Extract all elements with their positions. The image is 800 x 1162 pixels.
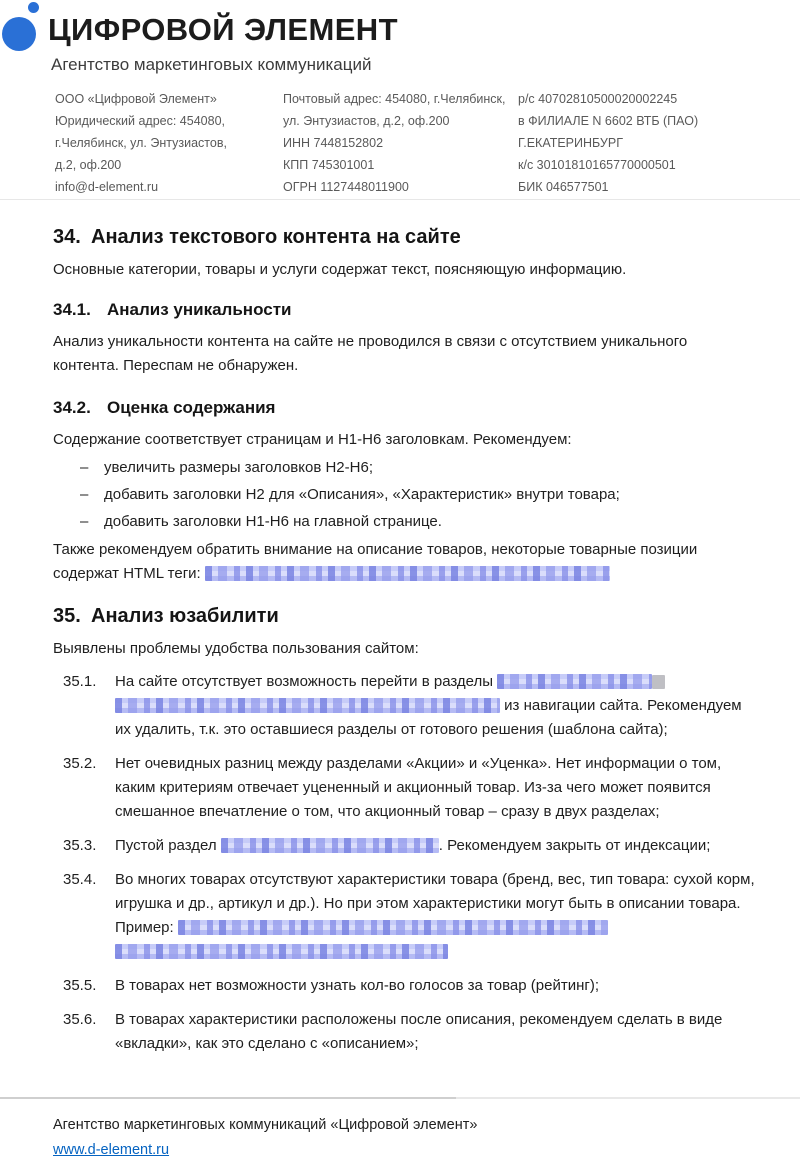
censored-url-blur bbox=[115, 698, 500, 713]
report-body bbox=[0, 224, 800, 1056]
item-number: 35.3. bbox=[63, 837, 97, 854]
contact-line: Г.ЕКАТЕРИНБУРГ bbox=[518, 136, 623, 150]
contact-line: БИК 046577501 bbox=[518, 180, 609, 194]
section-heading-34 bbox=[53, 224, 755, 250]
header-divider bbox=[0, 199, 800, 200]
list-item bbox=[63, 974, 755, 998]
censored-url-blur-tail bbox=[652, 675, 665, 689]
section-number: 35. bbox=[53, 605, 81, 627]
note-text: Также рекомендуем обратить внимание на описание товаров, некоторые товарные позиции содержат HTML теги: bbox=[53, 541, 698, 582]
list-item bbox=[63, 834, 755, 858]
section-title: Анализ юзабилити bbox=[91, 605, 279, 627]
section-number: 34. bbox=[53, 226, 81, 248]
contact-line: р/с 40702810500020002245 bbox=[518, 92, 678, 106]
footer-link[interactable]: www.d-element.ru bbox=[53, 1142, 170, 1158]
logo-circle-large-icon bbox=[2, 17, 36, 51]
censored-url-blur bbox=[115, 944, 448, 959]
item-number: 35.1. bbox=[63, 673, 97, 690]
section-title: Анализ уникальности bbox=[107, 300, 292, 319]
item-text-segment: Во многих товарах отсутствуют характеристики товара (бренд, вес, тип товара: сухой корм, игрушка и др., артикул и др.). Но при этом характеристики могут быть в описании товара. Пример: bbox=[115, 871, 755, 936]
logo-title: ЦИФРОВОЙ ЭЛЕМЕНТ bbox=[48, 12, 398, 47]
dash-marker: – bbox=[80, 486, 89, 503]
logo-subtitle: Агентство маркетинговых коммуникаций bbox=[51, 55, 372, 74]
contact-column-legal bbox=[55, 88, 283, 198]
footer-agency-name: Агентство маркетинговых коммуникаций «Цифровой элемент» bbox=[53, 1117, 478, 1133]
item-text-segment: Пустой раздел bbox=[115, 837, 221, 854]
section-number: 34.1. bbox=[53, 300, 91, 319]
section-heading-35 bbox=[53, 603, 755, 629]
usability-issues-list bbox=[53, 670, 755, 1056]
email-text: info@d-element.ru bbox=[55, 180, 159, 194]
contact-line: КПП 745301001 bbox=[283, 158, 375, 172]
dash-marker: – bbox=[80, 513, 89, 530]
contact-line: Юридический адрес: 454080, bbox=[55, 114, 225, 128]
section-34-intro: Основные категории, товары и услуги содержат текст, поясняющую информацию. bbox=[53, 261, 627, 278]
contact-line: к/с 30101810165770000501 bbox=[518, 158, 676, 172]
contact-block bbox=[55, 88, 790, 198]
bullet-text: увеличить размеры заголовков H2-H6; bbox=[104, 459, 373, 476]
contact-column-postal bbox=[283, 88, 518, 198]
censored-url-blur bbox=[178, 920, 608, 935]
censored-url-blur bbox=[497, 674, 652, 689]
item-text bbox=[115, 834, 755, 858]
item-text: В товарах нет возможности узнать кол-во голосов за товар (рейтинг); bbox=[115, 977, 599, 994]
item-text: Нет очевидных разниц между разделами «Акции» и «Уценка». Нет информации о том, каким критериям отвечает уцененный и акционный товар. Из-за чего может появится смешанное впечатление о том, что акционный товар – сразу в двух разделах; bbox=[115, 755, 722, 820]
censored-url-blur bbox=[221, 838, 439, 853]
page-footer bbox=[0, 1097, 800, 1162]
section-34-2-intro: Содержание соответствует страницам и H1-H6 заголовкам. Рекомендуем: bbox=[53, 431, 572, 448]
bullet-item bbox=[80, 508, 755, 535]
item-number: 35.5. bbox=[63, 977, 97, 994]
list-item bbox=[63, 1008, 755, 1056]
contact-line: ОГРН 1127448011900 bbox=[283, 180, 409, 194]
section-number: 34.2. bbox=[53, 398, 91, 417]
contact-column-bank bbox=[518, 88, 790, 198]
section-heading-34-2 bbox=[53, 396, 755, 420]
contact-line: ул. Энтузиастов, д.2, оф.200 bbox=[283, 114, 450, 128]
contact-line: ООО «Цифровой Элемент» bbox=[55, 92, 217, 106]
item-text-segment: На сайте отсутствует возможность перейти в разделы bbox=[115, 673, 498, 690]
section-34-2-note bbox=[53, 538, 755, 586]
section-title: Анализ текстового контента на сайте bbox=[91, 226, 461, 248]
contact-line: Почтовый адрес: 454080, г.Челябинск, bbox=[283, 92, 506, 106]
bullet-item bbox=[80, 454, 755, 481]
dash-marker: – bbox=[80, 459, 89, 476]
item-text bbox=[115, 868, 755, 964]
section-35-intro: Выявлены проблемы удобства пользования сайтом: bbox=[53, 640, 419, 657]
item-number: 35.6. bbox=[63, 1011, 97, 1028]
list-item bbox=[63, 752, 755, 824]
item-number: 35.4. bbox=[63, 871, 97, 888]
contact-line: ИНН 7448152802 bbox=[283, 136, 384, 150]
bullet-text: добавить заголовки H1-H6 на главной странице. bbox=[104, 513, 442, 530]
bullet-text: добавить заголовки H2 для «Описания», «Характеристик» внутри товара; bbox=[104, 486, 620, 503]
bullet-item bbox=[80, 481, 755, 508]
letterhead bbox=[0, 0, 800, 200]
section-heading-34-1 bbox=[53, 298, 755, 322]
list-item bbox=[63, 670, 755, 742]
item-number: 35.2. bbox=[63, 755, 97, 772]
censored-url-blur bbox=[205, 566, 610, 581]
item-text-segment: . Рекомендуем закрыть от индексации; bbox=[438, 837, 711, 854]
recommendation-list bbox=[53, 454, 755, 535]
item-text bbox=[115, 670, 755, 742]
contact-line: г.Челябинск, ул. Энтузиастов, bbox=[55, 136, 227, 150]
logo-circle-small-icon bbox=[28, 2, 39, 13]
contact-line: д.2, оф.200 bbox=[55, 158, 122, 172]
list-item bbox=[63, 868, 755, 964]
section-34-1-body: Анализ уникальности контента на сайте не проводился в связи с отсутствием уникального контента. Переспам не обнаружен. bbox=[53, 333, 688, 374]
contact-line: в ФИЛИАЛЕ N 6602 ВТБ (ПАО) bbox=[518, 114, 699, 128]
item-text: В товарах характеристики расположены после описания, рекомендуем сделать в виде «вкладки», как это сделано с «описанием»; bbox=[115, 1011, 723, 1052]
item-text-segment: из навигации сайта. Рекомендуем их удалить, т.к. это оставшиеся разделы от готового решения (шаблона сайта); bbox=[115, 697, 742, 738]
section-title: Оценка содержания bbox=[107, 398, 276, 417]
